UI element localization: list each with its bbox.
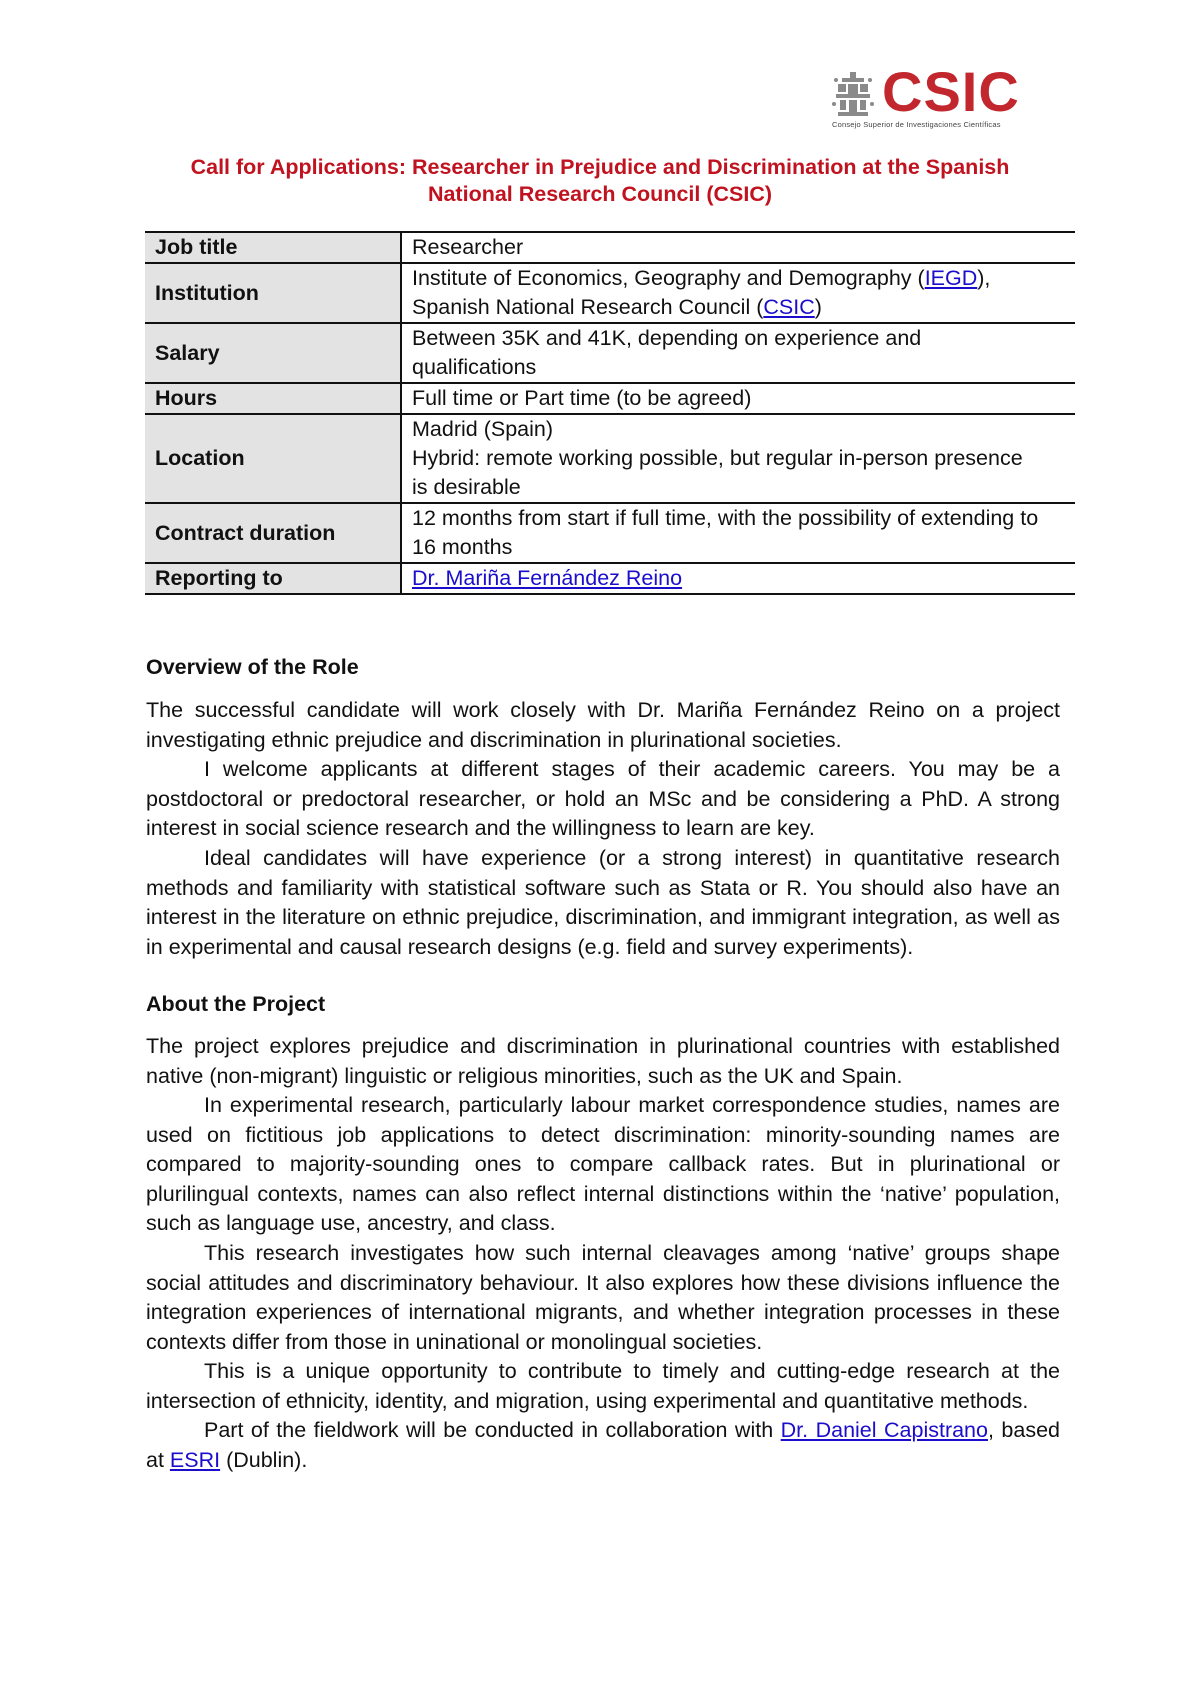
table-row-institution — [145, 263, 1075, 323]
table-row-contract-duration — [145, 503, 1075, 563]
job-title-value: Researcher — [401, 232, 1075, 263]
csic-link[interactable]: CSIC — [763, 295, 815, 319]
title-line-1: Call for Applications: Researcher in Prejudice and Discrimination at the Spanish — [190, 155, 1010, 179]
overview-paragraph-1: The successful candidate will work closely with Dr. Mariña Fernández Reino on a project investigating ethnic prejudice and discrimination in plurinational societies. — [146, 698, 1060, 752]
institution-label: Institution — [145, 263, 401, 323]
location-line-2: Hybrid: remote working possible, but regular in-person presence — [412, 446, 1023, 470]
supervisor-link[interactable]: Dr. Mariña Fernández Reino — [412, 566, 683, 590]
institution-line-1-text: Institute of Economics, Geography and Demography ( — [412, 266, 925, 290]
reporting-to-value — [401, 563, 1075, 594]
project-paragraph-1: The project explores prejudice and discrimination in plurinational countries with established native (non-migrant) linguistic or religious minorities, such as the UK and Spain. — [146, 1034, 1060, 1088]
project-p5-text-3: (Dublin). — [220, 1447, 308, 1472]
csic-logo-subtitle: Consejo Superior de Investigaciones Científicas — [832, 120, 1001, 129]
project-paragraph-3: This research investigates how such internal cleavages among ‘native’ groups shape social attitudes and discriminatory behaviour. It also explores how these divisions influence the integration experiences of international migrants, and whether integration processes in these contexts differ from those in uninational or monolingual societies. — [146, 1241, 1060, 1354]
institution-line-1-suffix: ), — [977, 266, 991, 290]
contract-duration-line-1: 12 months from start if full time, with the possibility of extending to — [412, 506, 1039, 530]
table-row-location — [145, 414, 1075, 503]
location-value — [401, 414, 1075, 503]
table-row-hours — [145, 383, 1075, 414]
capistrano-link[interactable]: Dr. Daniel Capistrano — [780, 1418, 988, 1442]
institution-value — [401, 263, 1075, 323]
project-paragraph-4: This is a unique opportunity to contribute to timely and cutting-edge research at the intersection of ethnicity, identity, and migration, using experimental and quantitative methods. — [146, 1359, 1060, 1413]
reporting-to-label: Reporting to — [145, 563, 401, 594]
csic-logo — [832, 60, 1068, 132]
table-row-job-title — [145, 232, 1075, 263]
contract-duration-label: Contract duration — [145, 503, 401, 563]
job-info-table — [145, 231, 1075, 595]
esri-link[interactable]: ESRI — [169, 1447, 221, 1472]
overview-paragraph-2: I welcome applicants at different stages of their academic careers. You may be a postdoctoral or predoctoral researcher, or hold an MSc and be considering a PhD. A strong interest in social science research and the willingness to learn are key. — [146, 757, 1060, 840]
salary-value — [401, 323, 1075, 383]
title-line-2: National Research Council (CSIC) — [427, 182, 773, 206]
contract-duration-value — [401, 503, 1075, 563]
location-line-1: Madrid (Spain) — [412, 417, 553, 441]
table-row-reporting-to — [145, 563, 1075, 594]
institution-line-2 — [412, 293, 1075, 322]
project-paragraph-2: In experimental research, particularly labour market correspondence studies, names are used on fictitious job applications to detect discrimination: minority-sounding names are compared to majority-sounding ones to compare callback rates. But in plurinational or plurilingual contexts, names can also reflect internal distinctions within the ‘native’ population, such as language use, ancestry, and class. — [146, 1093, 1060, 1235]
salary-line-1: Between 35K and 41K, depending on experience and — [412, 326, 922, 350]
page-title — [150, 154, 1050, 208]
contract-duration-line-2: 16 months — [412, 535, 513, 559]
csic-logo-text: CSIC — [882, 60, 1020, 123]
csic-emblem-icon — [832, 70, 874, 118]
location-label: Location — [145, 414, 401, 503]
institution-line-1 — [412, 264, 1075, 293]
overview-heading: Overview of the Role — [146, 655, 359, 679]
project-p5-text-1: Part of the fieldwork will be conducted in collaboration with — [204, 1418, 781, 1442]
project-heading: About the Project — [146, 992, 326, 1016]
table-row-salary — [145, 323, 1075, 383]
hours-value: Full time or Part time (to be agreed) — [401, 383, 1075, 414]
hours-label: Hours — [145, 383, 401, 414]
institution-line-2-suffix: ) — [814, 295, 822, 319]
project-paragraph-5 — [146, 1416, 1060, 1475]
salary-line-2: qualifications — [412, 355, 537, 379]
salary-label: Salary — [145, 323, 401, 383]
location-line-3: is desirable — [412, 475, 521, 499]
project-p5-text-2: , based at — [146, 1418, 1061, 1472]
iegd-link[interactable]: IEGD — [924, 266, 978, 290]
job-title-label: Job title — [145, 232, 401, 263]
overview-paragraph-3: Ideal candidates will have experience (or a strong interest) in quantitative research methods and familiarity with statistical software such as Stata or R. You should also have an interest in the literature on ethnic prejudice, discrimination, and immigrant integration, as well as in experimental and causal research designs (e.g. field and survey experiments). — [146, 846, 1060, 959]
institution-line-2-text: Spanish National Research Council ( — [412, 295, 764, 319]
